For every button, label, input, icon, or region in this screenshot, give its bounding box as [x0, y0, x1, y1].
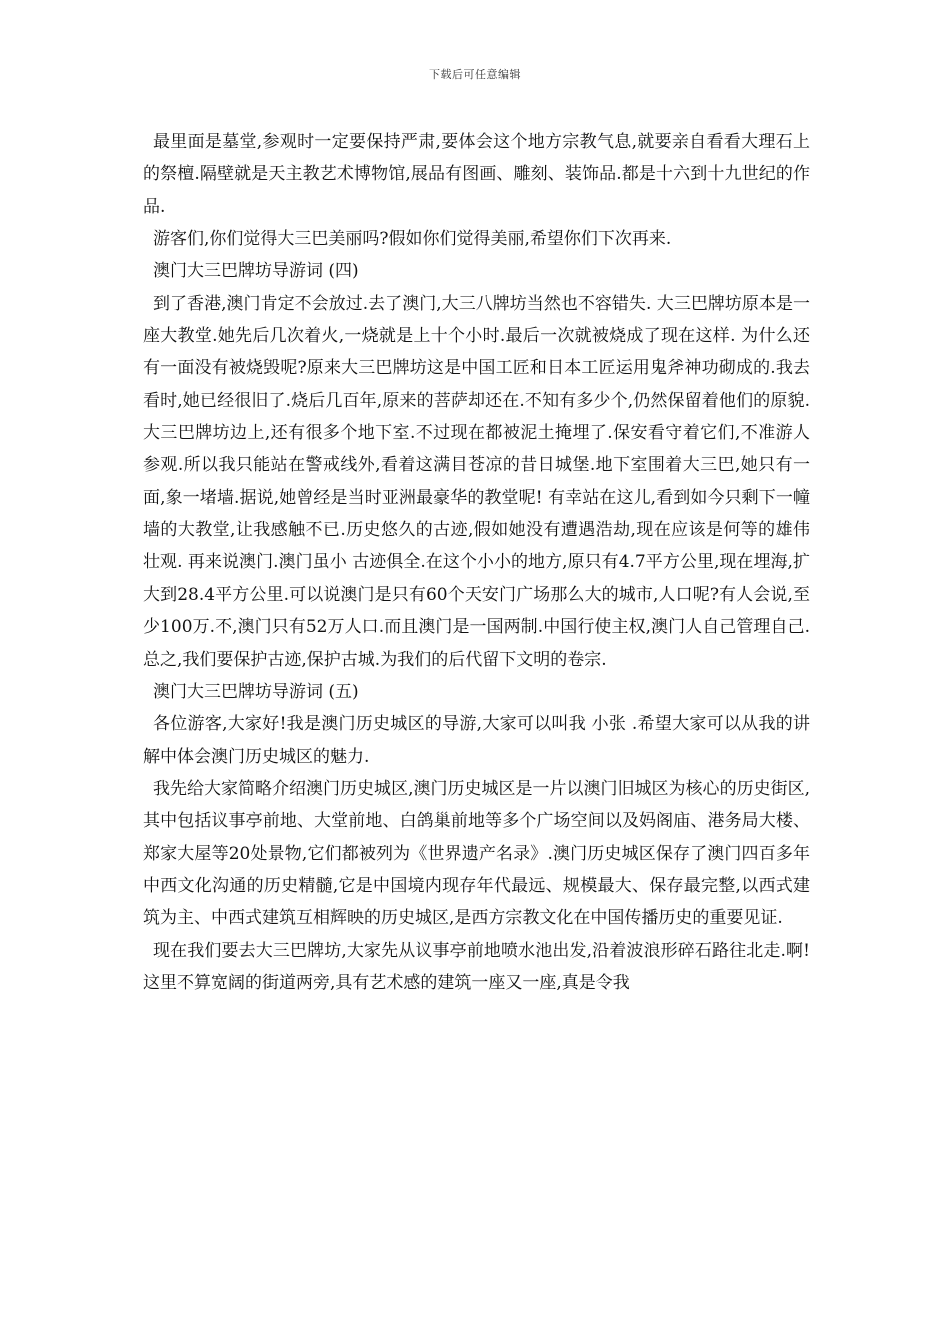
paragraph-walk-north: 现在我们要去大三巴牌坊,大家先从议事亭前地喷水池出发,沿着波浪形碎石路往北走.啊!这里不算宽阔的街道两旁,具有艺术感的建筑一座又一座,真是令我	[143, 940, 810, 993]
paragraph-historic-centre: 我先给大家简略介绍澳门历史城区,澳门历史城区是一片以澳门旧城区为核心的历史街区,其中包括议事亭前地、大堂前地、白鸽巢前地等多个广场空间以及妈阁庙、港务局大楼、郑家大屋等20处景物,它们都被列为《世界遗产名录》.澳门历史城区保存了澳门四百多年中西文化沟通的历史精髓,它是中国境内现存年代最远、规模最大、保存最完整,以西式建筑为主、中西式建筑互相辉映的历史城区,是西方宗教文化在中国传播历史的重要见证.	[143, 778, 810, 929]
section-heading-four: 澳门大三巴牌坊导游词 (四)	[153, 261, 359, 282]
page-header: 下载后可任意编辑	[429, 68, 521, 81]
paragraph-ruins-story: 到了香港,澳门肯定不会放过.去了澳门,大三八牌坊当然也不容错失. 大三巴牌坊原本是一座大教堂.她先后几次着火,一烧就是上十个小时.最后一次就被烧成了现在这样. 为什么还有一面没有被烧毁呢?原来大三巴牌坊这是中国工匠和日本工匠运用鬼斧神功砌成的.我去看时,她已经很旧了.烧后几百年,原来的菩萨却还在.不知有多少个,仍然保留着他们的原貌. 大三巴牌坊边上,还有很多个地下室.不过现在都被泥土掩埋了.保安看守着它们,不准游人参观.所以我只能站在警戒线外,看着这满目苍凉的昔日城堡.地下室围着大三巴,她只有一面,象一堵墙.据说,她曾经是当时亚洲最豪华的教堂呢! 有幸站在这儿,看到如今只剩下一幢墙的大教堂,让我感触不已.历史悠久的古迹,假如她没有遭遇浩劫,现在应该是何等的雄伟壮观. 再来说澳门.澳门虽小 古迹俱全.在这个小小的地方,原只有4.7平方公里,现在埋海,扩大到28.4平方公里.可以说澳门是只有60个天安门广场那么大的城市,人口呢?有人会说,至少100万.不,澳门只有52万人口.而且澳门是一国两制.中国行使主权,澳门人自己管理自己. 总之,我们要保护古迹,保护古城.为我们的后代留下文明的卷宗.	[143, 293, 810, 670]
paragraph-visitors-invite: 游客们,你们觉得大三巴美丽吗?假如你们觉得美丽,希望你们下次再来.	[153, 229, 672, 250]
paragraph-tomb-hall: 最里面是墓堂,参观时一定要保持严肃,要体会这个地方宗教气息,就要亲自看看大理石上的祭檀.隔壁就是天主教艺术博物馆,展品有图画、雕刻、装饰品.都是十六到十九世纪的作品.	[143, 132, 810, 217]
document-body	[143, 126, 810, 999]
paragraph-greeting: 各位游客,大家好!我是澳门历史城区的导游,大家可以叫我 小张 .希望大家可以从我的讲解中体会澳门历史城区的魅力.	[143, 714, 810, 767]
section-heading-five: 澳门大三巴牌坊导游词 (五)	[153, 681, 359, 702]
